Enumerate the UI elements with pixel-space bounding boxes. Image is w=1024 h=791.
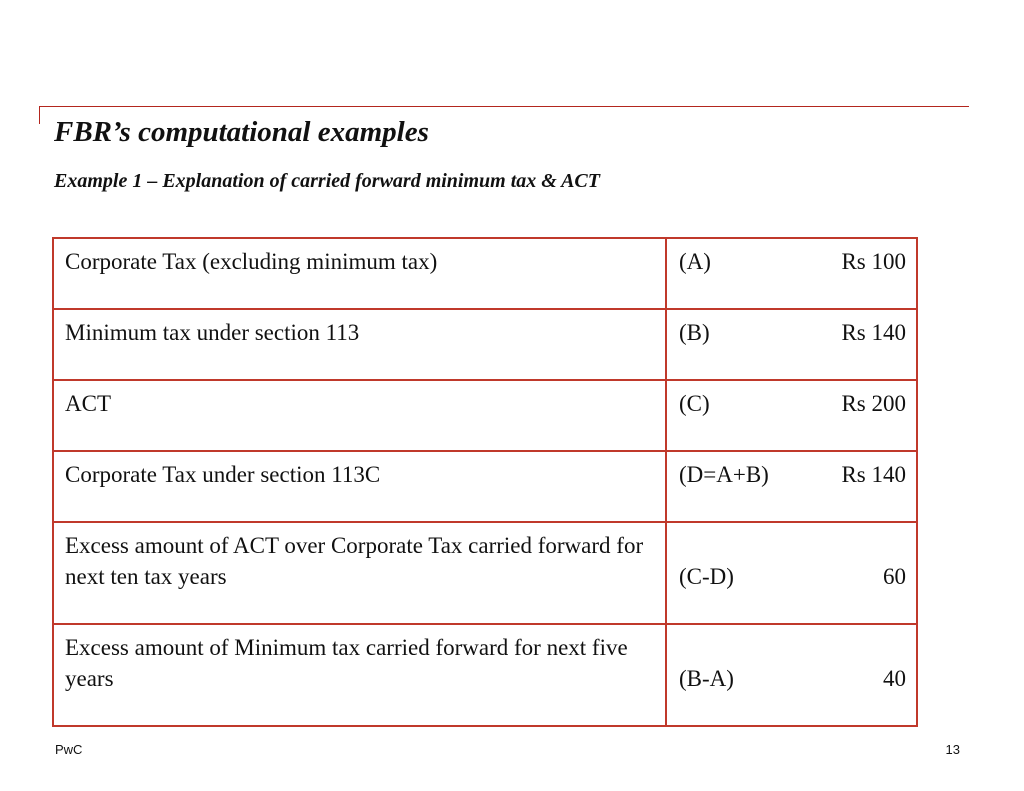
table-row [53, 309, 917, 380]
slide-title: FBR’s computational examples [54, 116, 429, 148]
table-row [53, 451, 917, 522]
row-amount: Rs 100 [841, 249, 906, 274]
table-row [53, 522, 917, 624]
row-value-cell [666, 624, 917, 726]
row-label: (B) [679, 320, 710, 345]
row-description: Excess amount of ACT over Corporate Tax carried forward for next ten tax years [53, 522, 666, 624]
header-rule-tick [39, 106, 40, 124]
table-row [53, 238, 917, 309]
row-amount: Rs 140 [841, 462, 906, 487]
row-description: ACT [53, 380, 666, 451]
row-value-cell [666, 380, 917, 451]
page-number: 13 [945, 742, 960, 757]
slide-subtitle: Example 1 – Explanation of carried forward minimum tax & ACT [54, 170, 600, 192]
table-row [53, 624, 917, 726]
row-label: (C-D) [679, 564, 734, 589]
row-amount: Rs 200 [841, 391, 906, 416]
row-amount: 40 [883, 666, 906, 691]
table-row [53, 380, 917, 451]
row-label: (C) [679, 391, 710, 416]
row-label: (B-A) [679, 666, 734, 691]
row-amount: 60 [883, 564, 906, 589]
row-description: Excess amount of Minimum tax carried forward for next five years [53, 624, 666, 726]
footer-brand: PwC [55, 742, 83, 757]
row-value-cell [666, 522, 917, 624]
row-value-cell [666, 309, 917, 380]
row-description: Corporate Tax under section 113C [53, 451, 666, 522]
row-label: (D=A+B) [679, 462, 769, 487]
row-description: Corporate Tax (excluding minimum tax) [53, 238, 666, 309]
row-amount: Rs 140 [841, 320, 906, 345]
row-value-cell [666, 238, 917, 309]
header-rule [39, 106, 969, 107]
computation-table [52, 237, 918, 727]
row-description: Minimum tax under section 113 [53, 309, 666, 380]
row-value-cell [666, 451, 917, 522]
row-label: (A) [679, 249, 711, 274]
